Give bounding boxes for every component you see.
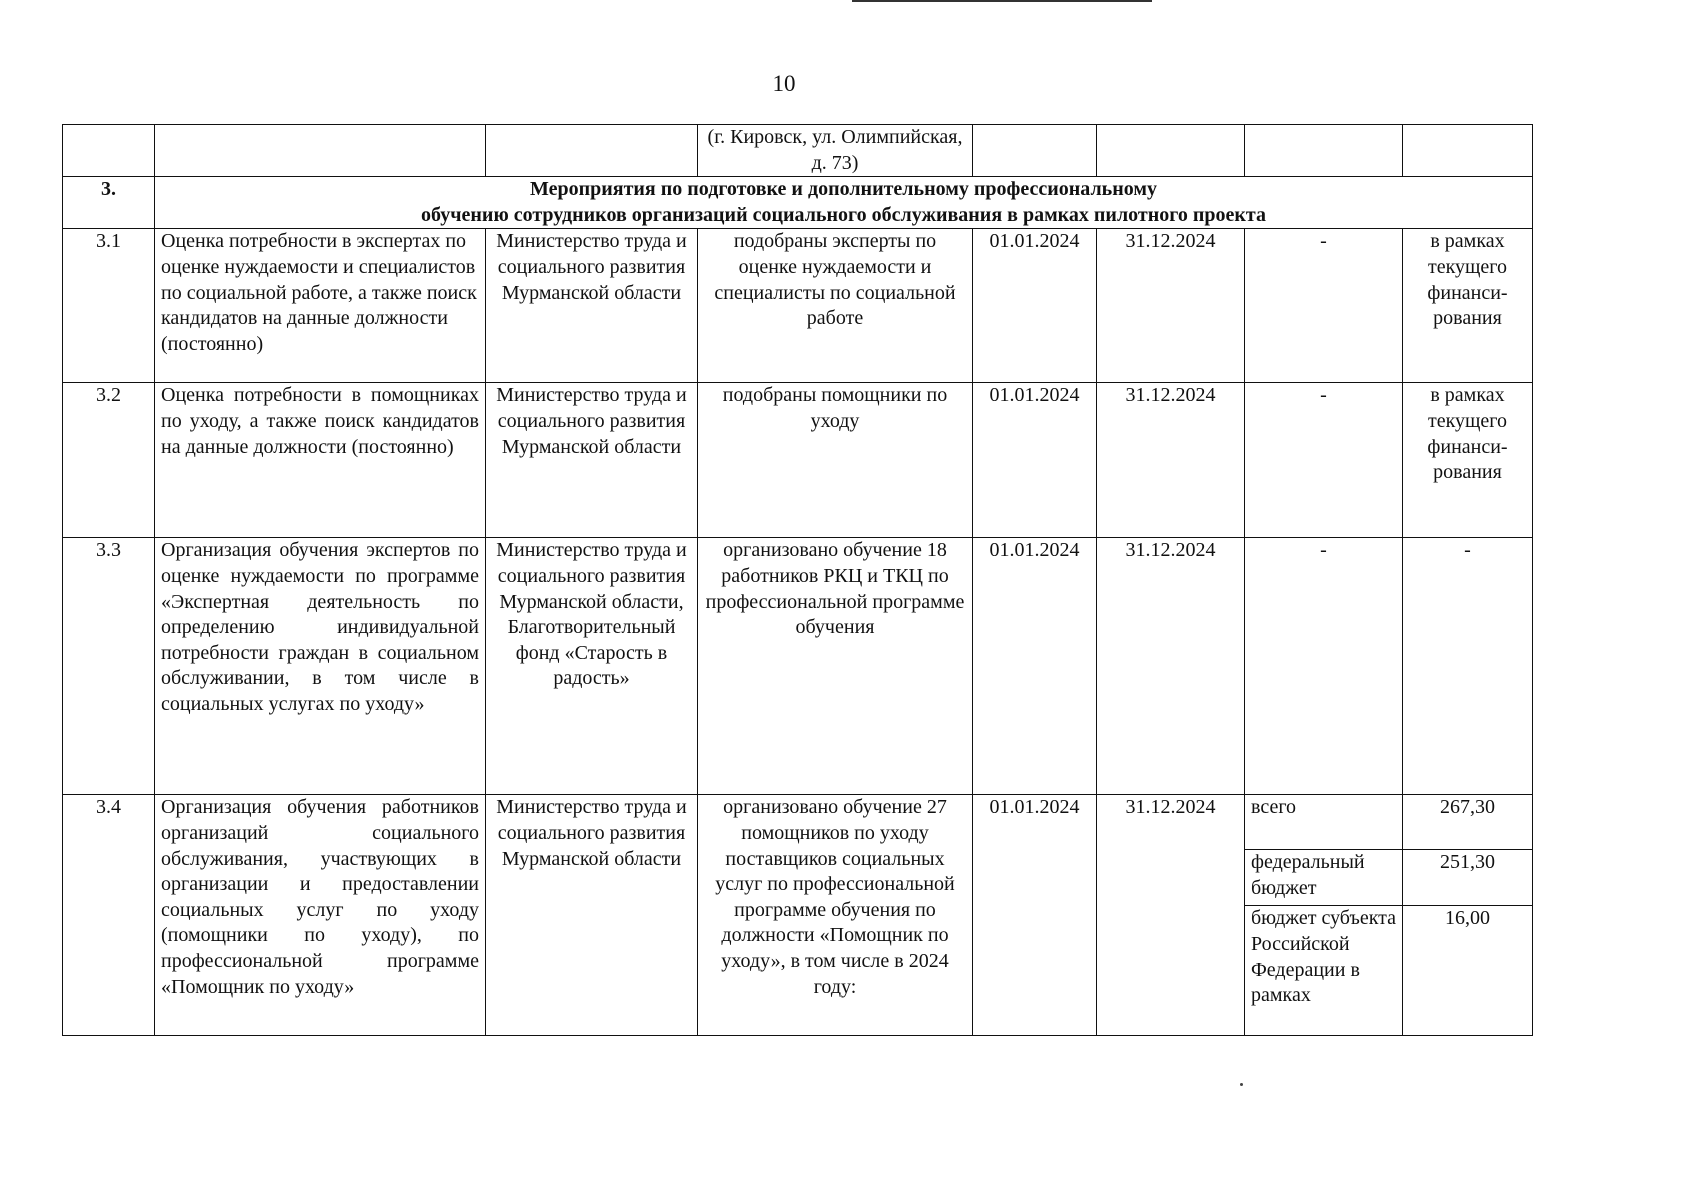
row-number: 3.2	[63, 383, 155, 538]
section-title-line-2: обучению сотрудников организаций социального обслуживания в рамках пилотного проекта	[421, 203, 1266, 226]
funding-source: -	[1245, 538, 1403, 795]
end-date: 31.12.2024	[1097, 795, 1245, 1036]
funding-amount: -	[1403, 538, 1533, 795]
table-row	[63, 538, 1533, 795]
start-date: 01.01.2024	[973, 383, 1097, 538]
start-date: 01.01.2024	[973, 229, 1097, 383]
activity-text: Оценка потребности в помощниках по уходу, а также поиск кандидатов на данные должности (постоянно)	[155, 383, 486, 538]
cell-end	[1097, 125, 1245, 177]
page-number: 10	[772, 71, 796, 96]
funding-source-regional: бюджет субъекта Российской Федерации в рамках	[1245, 906, 1403, 1036]
result-text: подобраны помощники по уходу	[698, 383, 973, 538]
start-date: 01.01.2024	[973, 795, 1097, 1036]
funding-amount-total: 267,30	[1403, 795, 1533, 850]
cell-amount	[1403, 125, 1533, 177]
table-row	[63, 229, 1533, 383]
funding-amount-regional: 16,00	[1403, 906, 1533, 1036]
cell-start	[973, 125, 1097, 177]
result-text: организовано обучение 18 работников РКЦ и ТКЦ по профессиональной программе обучения	[698, 538, 973, 795]
end-date: 31.12.2024	[1097, 383, 1245, 538]
funding-amount-federal: 251,30	[1403, 850, 1533, 906]
executor-text: Министерство труда и социального развития Мурманской области	[486, 383, 698, 538]
row-number: 3.4	[63, 795, 155, 1036]
result-text: организовано обучение 27 помощников по уходу поставщиков социальных услуг по профессиональной программе обучения по должности «Помощник по уходу», в том числе в 2024 году:	[698, 795, 973, 1036]
funding-source: -	[1245, 383, 1403, 538]
end-date: 31.12.2024	[1097, 229, 1245, 383]
table-row	[63, 795, 1533, 850]
section-header-row	[63, 177, 1533, 229]
executor-text: Министерство труда и социального развития Мурманской области, Благотворительный фонд «Старость в радость»	[486, 538, 698, 795]
executor-text: Министерство труда и социального развития Мурманской области	[486, 229, 698, 383]
cell-activity	[155, 125, 486, 177]
funding-source: -	[1245, 229, 1403, 383]
cell-result: (г. Кировск, ул. Олимпийская, д. 73)	[698, 125, 973, 177]
executor-text: Министерство труда и социального развития Мурманской области	[486, 795, 698, 1036]
activity-text: Организация обучения экспертов по оценке нуждаемости по программе «Экспертная деятельность по определению индивидуальной потребности граждан в социальном обслуживании, в том числе в социальных услугах по уходу»	[155, 538, 486, 795]
funding-amount: в рамках текущего финанси-рования	[1403, 229, 1533, 383]
scan-top-line	[852, 0, 1152, 2]
cell-number	[63, 125, 155, 177]
cell-executor	[486, 125, 698, 177]
funding-source-total: всего	[1245, 795, 1403, 850]
section-number: 3.	[63, 177, 155, 229]
row-number: 3.3	[63, 538, 155, 795]
end-date: 31.12.2024	[1097, 538, 1245, 795]
funding-source-federal: федеральный бюджет	[1245, 850, 1403, 906]
section-title-line-1: Мероприятия по подготовке и дополнительному профессиональному	[529, 178, 1158, 201]
row-number: 3.1	[63, 229, 155, 383]
activity-text: Оценка потребности в экспертах по оценке нуждаемости и специалистов по социальной работе, а также поиск кандидатов на данные должности (постоянно)	[155, 229, 486, 383]
scan-artifact	[1240, 1083, 1243, 1086]
activity-text: Организация обучения работников организаций социального обслуживания, участвующих в организации и предоставлении социальных услуг по уходу (помощники по уходу), по профессиональной программе «Помощник по уходу»	[155, 795, 486, 1036]
cell-source	[1245, 125, 1403, 177]
table-row	[63, 383, 1533, 538]
table-row-continuation	[63, 125, 1533, 177]
section-title	[155, 177, 1533, 229]
funding-amount: в рамках текущего финанси-рования	[1403, 383, 1533, 538]
action-plan-table	[62, 124, 1533, 1036]
result-text: подобраны эксперты по оценке нуждаемости и специалисты по социальной работе	[698, 229, 973, 383]
start-date: 01.01.2024	[973, 538, 1097, 795]
